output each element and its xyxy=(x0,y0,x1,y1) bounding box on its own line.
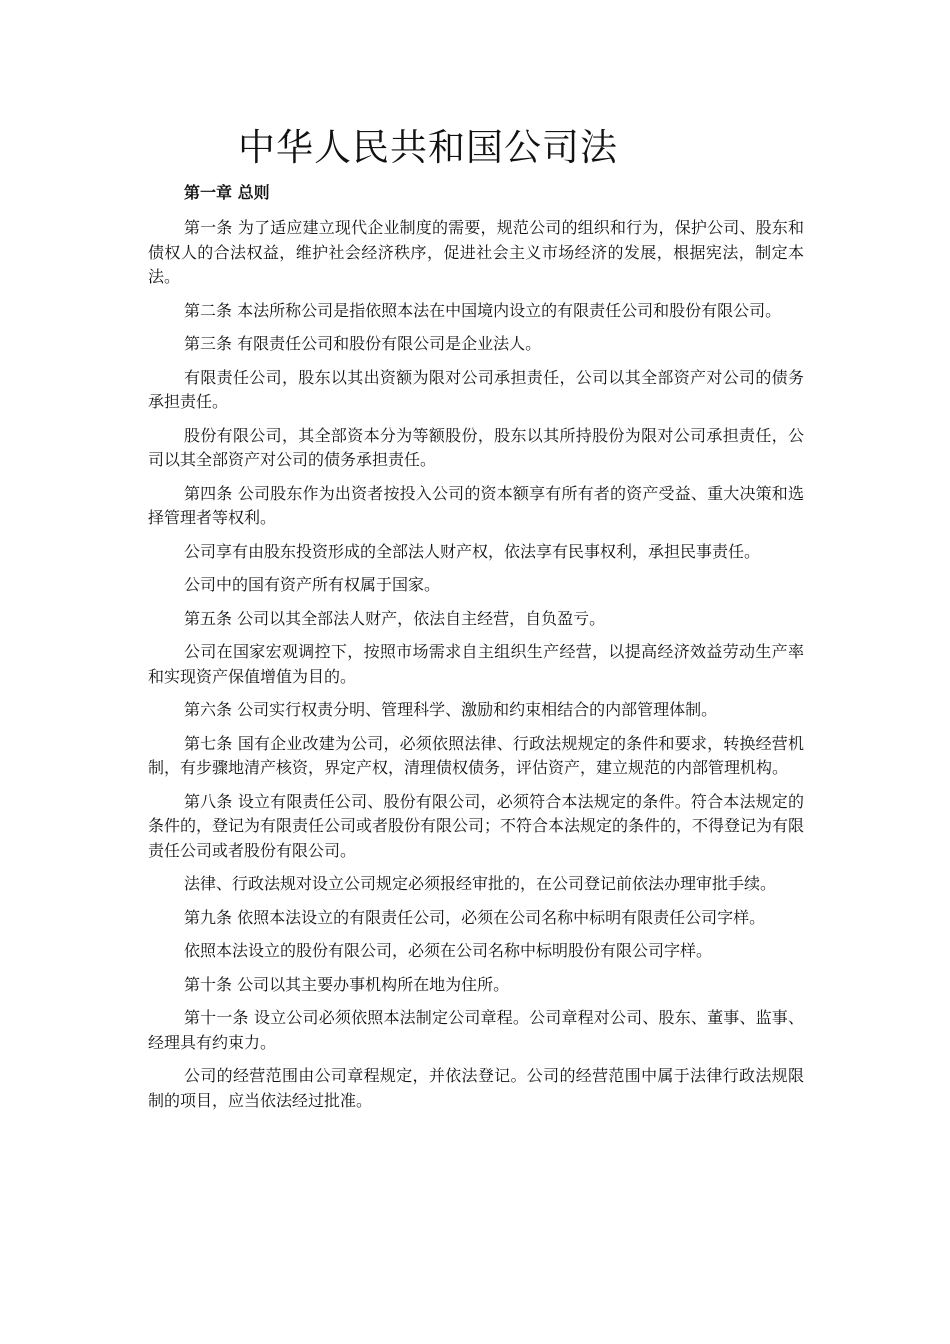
paragraph-article-11: 第十一条 设立公司必须依照本法制定公司章程。公司章程对公司、股东、董事、监事、经理具有约束力。 xyxy=(148,1008,804,1052)
paragraph-article-5: 第五条 公司以其全部法人财产，依法自主经营，自负盈亏。 xyxy=(184,608,606,628)
paragraph: 公司中的国有资产所有权属于国家。 xyxy=(184,575,441,594)
paragraph-article-7: 第七条 国有企业改建为公司，必须依照法律、行政法规规定的条件和要求，转换经营机制，有步骤地清产核资，界定产权，清理债权债务，评估资产，建立规范的内部管理机构。 xyxy=(148,733,804,777)
paragraph-article-9: 第九条 依照本法设立的有限责任公司，必须在公司名称中标明有限责任公司字样。 xyxy=(184,907,766,927)
paragraph-article-4: 第四条 公司股东作为出资者按投入公司的资本额享有所有者的资产受益、重大决策和选择管理者等权利。 xyxy=(148,483,804,527)
chapter-heading: 第一章 总则 xyxy=(184,183,270,202)
document-title: 中华人民共和国公司法 xyxy=(238,126,618,169)
paragraph: 公司享有由股东投资形成的全部法人财产权，依法享有民事权利，承担民事责任。 xyxy=(184,541,761,561)
paragraph-article-2: 第二条 本法所称公司是指依照本法在中国境内设立的有限责任公司和股份有限公司。 xyxy=(184,300,782,320)
paragraph: 有限责任公司，股东以其出资额为限对公司承担责任，公司以其全部资产对公司的债务承担责任。 xyxy=(148,367,804,411)
paragraph: 股份有限公司，其全部资本分为等额股份，股东以其所持股份为限对公司承担责任，公司以其全部资产对公司的债务承担责任。 xyxy=(148,425,804,469)
paragraph: 法律、行政法规对设立公司规定必须报经审批的，在公司登记前依法办理审批手续。 xyxy=(184,874,777,893)
paragraph-article-1: 第一条 为了适应建立现代企业制度的需要，规范公司的组织和行为，保护公司、股东和债权人的合法权益，维护社会经济秩序，促进社会主义市场经济的发展，根据宪法，制定本法。 xyxy=(148,218,804,286)
paragraph: 公司在国家宏观调控下，按照市场需求自主组织生产经营，以提高经济效益劳动生产率和实现资产保值增值为目的。 xyxy=(148,642,804,686)
paragraph-article-6: 第六条 公司实行权责分明、管理科学、激励和约束相结合的内部管理体制。 xyxy=(184,700,718,719)
paragraph-article-3: 第三条 有限责任公司和股份有限公司是企业法人。 xyxy=(184,334,542,353)
document-body xyxy=(148,178,804,1122)
paragraph-article-8: 第八条 设立有限责任公司、股份有限公司，必须符合本法规定的条件。符合本法规定的条件的，登记为有限责任公司或者股份有限公司；不符合本法规定的条件的，不得登记为有限责任公司或者股份有限公司。 xyxy=(148,791,805,860)
paragraph: 依照本法设立的股份有限公司，必须在公司名称中标明股份有限公司字样。 xyxy=(184,941,713,960)
paragraph: 公司的经营范围由公司章程规定，并依法登记。公司的经营范围中属于法律行政法规限制的项目，应当依法经过批准。 xyxy=(148,1066,804,1110)
paragraph-article-10: 第十条 公司以其主要办事机构所在地为住所。 xyxy=(184,974,510,994)
